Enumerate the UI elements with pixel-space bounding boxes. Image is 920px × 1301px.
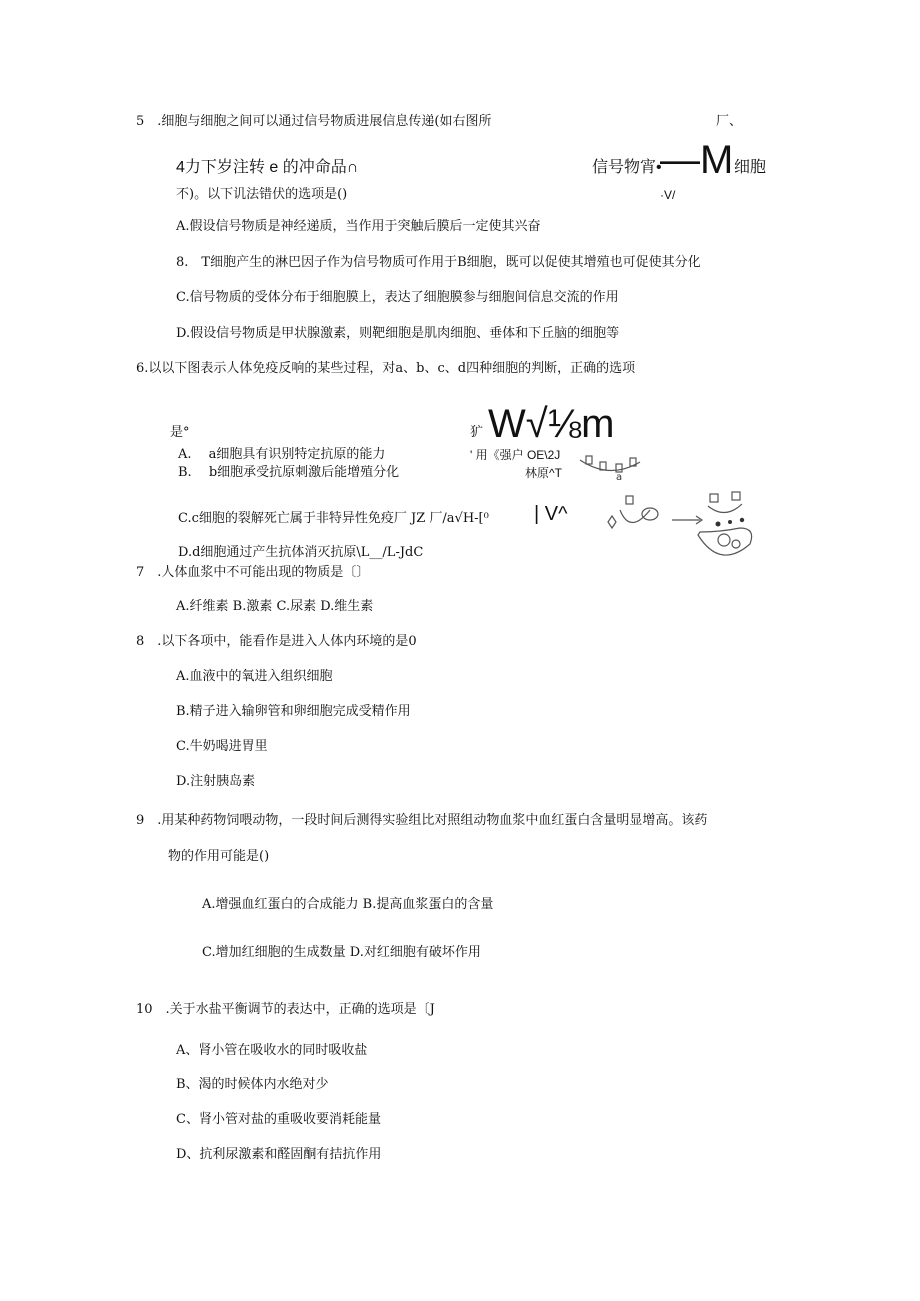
q6-stem: 6.以以下图表示人体免疫反响的某些过程，对a、b、c、d四种细胞的判断，正确的选项 bbox=[136, 361, 636, 376]
q5-figure-sub: ·V/ bbox=[660, 188, 676, 202]
q6-option-c: C.c细胞的裂解死亡属于非特异性免疫厂 JZ 厂/a√H-[⁰ bbox=[178, 511, 489, 526]
q6-stem-end: 是° bbox=[170, 425, 190, 440]
q9-options-ab: A.增强血红蛋白的合成能力 B.提高血浆蛋白的含量 bbox=[202, 897, 494, 912]
figure-label-a: a bbox=[616, 472, 623, 483]
q6-option-b-tail: 林原^T bbox=[525, 466, 562, 480]
q6-option-c-tail: | V^ bbox=[534, 503, 568, 525]
q6-figure-title-b: W√⅛m bbox=[488, 402, 615, 446]
q6-option-a-tail: ' 用《强户 OE\2J bbox=[470, 448, 561, 462]
q6-option-d: D.d细胞通过产生抗体消灭抗原\L__/L-JdC bbox=[178, 545, 424, 560]
q8-stem: 8 .以下各项中，能看作是进入人体内环境的是0 bbox=[136, 634, 417, 649]
q9-stem: 9 .用某种药物饲喂动物，一段时间后测得实验组比对照组动物血浆中血红蛋白含量明显增高。该药 bbox=[136, 813, 708, 828]
q8-option-a: A.血液中的氧进入组织细胞 bbox=[176, 669, 333, 684]
q5-option-d: D.假设信号物质是甲状腺激素，则靶细胞是肌肉细胞、垂体和下丘脑的细胞等 bbox=[176, 326, 620, 341]
q6-figure-title-a: 犷 bbox=[470, 425, 484, 440]
q10-option-b: B、渴的时候体内水绝对少 bbox=[176, 1077, 329, 1092]
q5-stem-line1: 5 .细胞与细胞之间可以通过信号物质进展信息传递(如右图所 bbox=[136, 114, 492, 129]
q5-figure-label-m: —M bbox=[660, 138, 734, 182]
q5-option-b: 8. T细胞产生的淋巴因子作为信号物质可作用于B细胞，既可以促使其增殖也可促使其分化 bbox=[176, 255, 701, 270]
q10-option-d: D、抗利尿激素和醛固酮有拮抗作用 bbox=[176, 1147, 382, 1162]
q7-options: A.纤维素 B.激素 C.尿素 D.维生素 bbox=[176, 599, 374, 614]
q6-option-a: A. a细胞具有识别特定抗原的能力 bbox=[178, 447, 386, 462]
q8-option-d: D.注射胰岛素 bbox=[176, 774, 256, 789]
q5-option-c: C.信号物质的受体分布于细胞膜上，表达了细胞膜参与细胞间信息交流的作用 bbox=[176, 290, 619, 305]
q10-option-a: A、肾小管在吸收水的同时吸收盐 bbox=[176, 1043, 368, 1058]
q8-option-b: B.精子进入输卵管和卵细胞完成受精作用 bbox=[176, 704, 411, 719]
q5-stem-line2: 4力下岁注转 e 的冲命品∩ bbox=[176, 159, 359, 176]
immune-response-figure bbox=[520, 440, 780, 570]
q5-figure-label-right: 细胞 bbox=[734, 159, 767, 176]
q8-option-c: C.牛奶喝进胃里 bbox=[176, 739, 268, 754]
q7-stem: 7 .人体血浆中不可能出现的物质是〔〕 bbox=[136, 565, 370, 580]
q5-stem-line1-right: 厂、 bbox=[716, 114, 743, 129]
q9-options-cd: C.增加红细胞的生成数量 D.对红细胞有破坏作用 bbox=[202, 945, 481, 960]
q5-figure-label-left: 信号物宵• bbox=[592, 159, 662, 176]
q10-option-c: C、肾小管对盐的重吸收要消耗能量 bbox=[176, 1112, 381, 1127]
q6-option-b: B. b细胞承受抗原刺激后能增殖分化 bbox=[178, 465, 400, 480]
q5-option-a: A.假设信号物质是神经递质，当作用于突触后膜后一定使其兴奋 bbox=[176, 219, 541, 234]
q5-stem-line3: 不)。以下讥法错伏的选项是() bbox=[176, 187, 348, 202]
q10-stem: 10 .关于水盐平衡调节的表达中，正确的选项是〔J bbox=[136, 1002, 435, 1017]
q9-stem-end: 物的作用可能是() bbox=[168, 849, 270, 864]
